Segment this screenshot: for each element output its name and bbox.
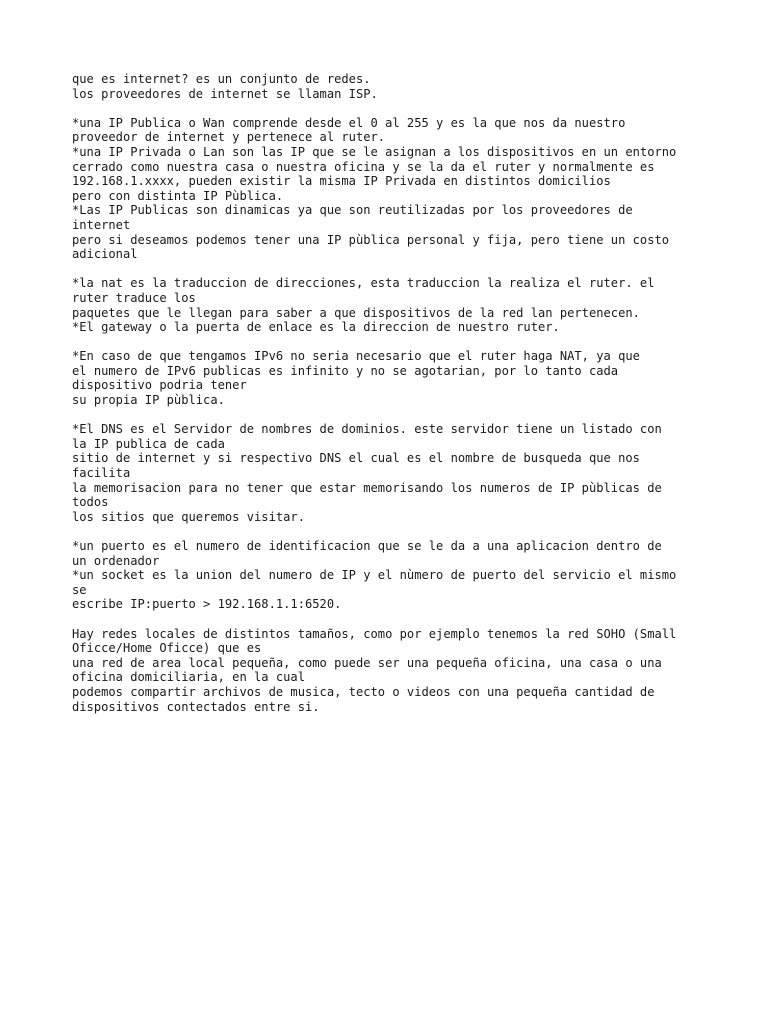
text-line: pero con distinta IP Pùblica.	[72, 188, 284, 203]
text-line: facilita	[72, 466, 131, 481]
paragraph-dns	[72, 422, 712, 524]
text-line: 192.168.1.xxxx, pueden existir la misma IP Privada en distintos domicilios	[72, 174, 611, 189]
text-line: *una IP Publica o Wan comprende desde el 0 al 255 y es la que nos da nuestro	[72, 115, 626, 130]
text-line: que es internet? es un conjunto de redes.	[72, 72, 371, 86]
paragraph-soho	[72, 627, 712, 715]
text-line: los proveedores de internet se llaman ISP.	[72, 86, 378, 101]
document-page	[72, 72, 712, 729]
text-line: el numero de IPv6 publicas es infinito y no se agotarian, por lo tanto cada	[72, 363, 619, 378]
text-line: oficina domiciliaria, en la cual	[72, 670, 305, 685]
text-line: *un socket es la union del numero de IP y el nùmero de puerto del servicio el mismo	[72, 568, 677, 583]
text-line: proveedor de internet y pertenece al ruter.	[72, 130, 386, 145]
text-line: *una IP Privada o Lan son las IP que se le asignan a los dispositivos en un entorno	[72, 144, 677, 159]
text-line: pero si deseamos podemos tener una IP pùblica personal y fija, pero tiene un costo	[72, 232, 670, 247]
text-line: los sitios que queremos visitar.	[72, 509, 305, 524]
paragraph-nat-gateway	[72, 276, 712, 334]
text-line: Hay redes locales de distintos tamaños, como por ejemplo tenemos la red SOHO (Small	[72, 626, 677, 641]
text-line: *El DNS es el Servidor de nombres de dominios. este servidor tiene un listado con	[72, 422, 662, 437]
text-line: su propia IP pùblica.	[72, 393, 225, 408]
text-line: *un puerto es el numero de identificacion que se le da a una aplicacion dentro de	[72, 539, 662, 553]
text-line: Oficce/Home Oficce) que es	[72, 641, 262, 656]
text-line: dispositivos contectados entre si.	[72, 699, 320, 714]
text-line: *Las IP Publicas son dinamicas ya que son reutilizadas por los proveedores de	[72, 203, 633, 218]
text-line: paquetes que le llegan para saber a que dispositivos de la red lan pertenecen.	[72, 305, 640, 320]
text-line: sitio de internet y si respectivo DNS el cual es el nombre de busqueda que nos	[72, 451, 640, 466]
text-line: la IP publica de cada	[72, 436, 225, 451]
text-line: todos	[72, 495, 109, 510]
text-line: la memorisacion para no tener que estar memorisando los numeros de IP pùblicas de	[72, 480, 662, 495]
text-line: podemos compartir archivos de musica, tecto o videos con una pequeña cantidad de	[72, 684, 655, 699]
text-line: se	[72, 582, 87, 597]
text-line: cerrado como nuestra casa o nuestra oficina y se la da el ruter y normalmente es	[72, 159, 655, 174]
text-line: dispositivo podria tener	[72, 378, 247, 393]
text-line: una red de area local pequeña, como puede ser una pequeña oficina, una casa o una	[72, 655, 662, 670]
text-line: escribe IP:puerto > 192.168.1.1:6520.	[72, 597, 342, 612]
text-line: ruter traduce los	[72, 290, 196, 305]
text-line: *la nat es la traduccion de direcciones, esta traduccion la realiza el ruter. el	[72, 276, 655, 291]
text-line: adicional	[72, 247, 138, 262]
text-line: *El gateway o la puerta de enlace es la direccion de nuestro ruter.	[72, 320, 560, 335]
text-line: un ordenador	[72, 553, 160, 568]
text-line: internet	[72, 217, 131, 232]
text-line: *En caso de que tengamos IPv6 no seria necesario que el ruter haga NAT, ya que	[72, 349, 640, 364]
paragraph-internet-intro	[72, 72, 712, 101]
paragraph-port-socket	[72, 539, 712, 612]
paragraph-ip-types	[72, 116, 712, 262]
paragraph-ipv6	[72, 349, 712, 407]
